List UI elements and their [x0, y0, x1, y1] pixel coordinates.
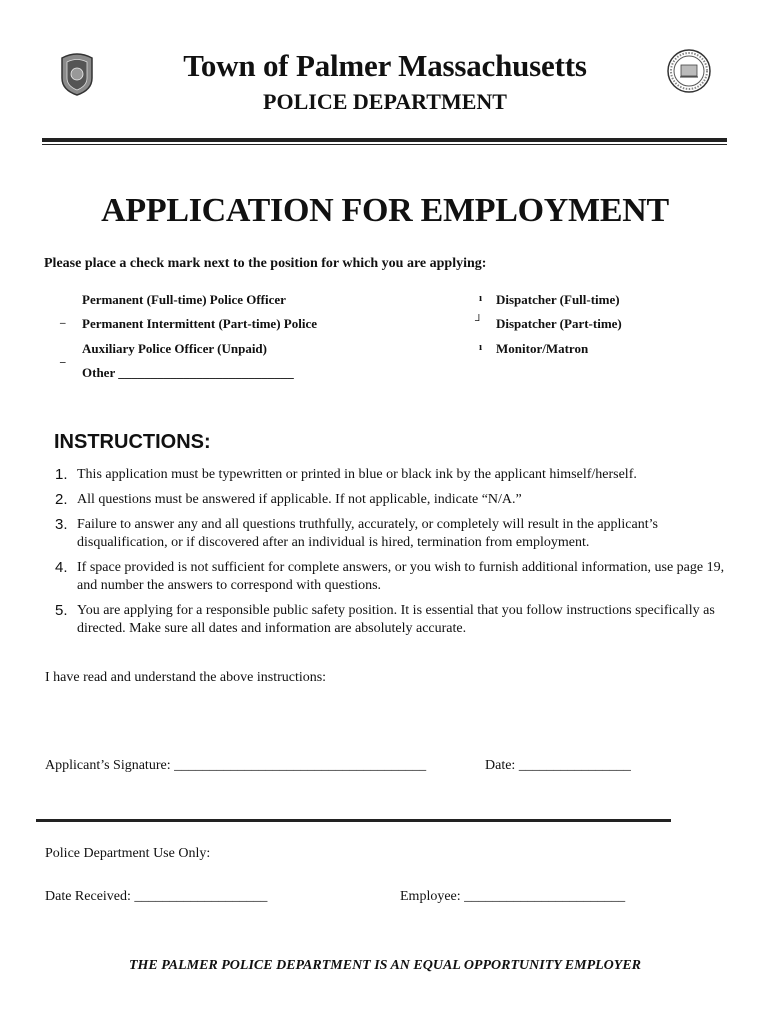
- position-checkbox[interactable]: ı: [479, 292, 483, 304]
- employee-field[interactable]: Employee: _______________________: [400, 889, 626, 904]
- instruction-text: Failure to answer any and all questions truthfully, accurately, or completely will result in the applicant’s disqualification, or if discovered after an individual is hired, termination from employment.: [77, 517, 658, 550]
- instruction-item: [44, 466, 734, 484]
- date-received-field[interactable]: Date Received: ___________________: [45, 889, 268, 904]
- equal-opportunity-footer: THE PALMER POLICE DEPARTMENT IS AN EQUAL OPPORTUNITY EMPLOYER: [128, 958, 642, 973]
- instruction-text: If space provided is not sufficient for complete answers, or you wish to furnish additional information, use page 19, and number the answers to correspond with questions.: [77, 560, 725, 593]
- instruction-text: This application must be typewritten or printed in blue or black ink by the applicant himself/herself.: [77, 467, 637, 482]
- instruction-item: [44, 516, 734, 552]
- position-dispatcher-part-time: Dispatcher (Part-time): [496, 316, 622, 331]
- instruction-text: You are applying for a responsible public safety position. It is essential that you follow instructions specifically as directed. Make sure all dates and information are absolutely accurate.: [77, 603, 715, 636]
- position-permanent-full-time: Permanent (Full-time) Police Officer: [82, 292, 286, 307]
- instruction-number: 5.: [55, 602, 68, 619]
- instruction-number: 3.: [55, 516, 68, 533]
- position-other[interactable]: Other ___________________________: [82, 365, 294, 380]
- position-permanent-intermittent: Permanent Intermittent (Part-time) Police: [82, 316, 317, 331]
- instructions-list: [44, 466, 734, 645]
- signature-date-field[interactable]: Date: ________________: [485, 758, 631, 773]
- department-title: POLICE DEPARTMENT: [263, 89, 507, 114]
- position-monitor-matron: Monitor/Matron: [496, 341, 589, 356]
- town-seal-icon: [666, 48, 712, 94]
- position-checkbox[interactable]: ┘: [475, 315, 483, 327]
- instruction-number: 2.: [55, 491, 68, 508]
- instructions-heading: INSTRUCTIONS:: [54, 431, 211, 453]
- position-prompt: Please place a check mark next to the position for which you are applying:: [44, 256, 487, 271]
- position-checkbox[interactable]: ¯: [60, 361, 66, 373]
- instruction-item: [44, 602, 734, 638]
- instruction-text: All questions must be answered if applicable. If not applicable, indicate “N/A.”: [77, 492, 522, 507]
- office-use-heading: Police Department Use Only:: [45, 846, 211, 861]
- form-title: APPLICATION FOR EMPLOYMENT: [101, 192, 669, 229]
- instruction-item: [44, 559, 734, 595]
- position-auxiliary: Auxiliary Police Officer (Unpaid): [82, 341, 267, 356]
- instruction-item: [44, 491, 734, 509]
- header-divider: [42, 138, 727, 145]
- applicant-signature-field[interactable]: Applicant’s Signature: ____________________________________: [45, 758, 427, 773]
- acknowledge-text: I have read and understand the above instructions:: [45, 670, 327, 685]
- position-checkbox[interactable]: ı: [479, 341, 483, 353]
- town-title: Town of Palmer Massachusetts: [183, 48, 587, 83]
- office-use-divider: [36, 819, 671, 822]
- position-checkbox[interactable]: –: [60, 317, 66, 329]
- instruction-number: 4.: [55, 559, 68, 576]
- position-dispatcher-full-time: Dispatcher (Full-time): [496, 292, 620, 307]
- instruction-number: 1.: [55, 466, 68, 483]
